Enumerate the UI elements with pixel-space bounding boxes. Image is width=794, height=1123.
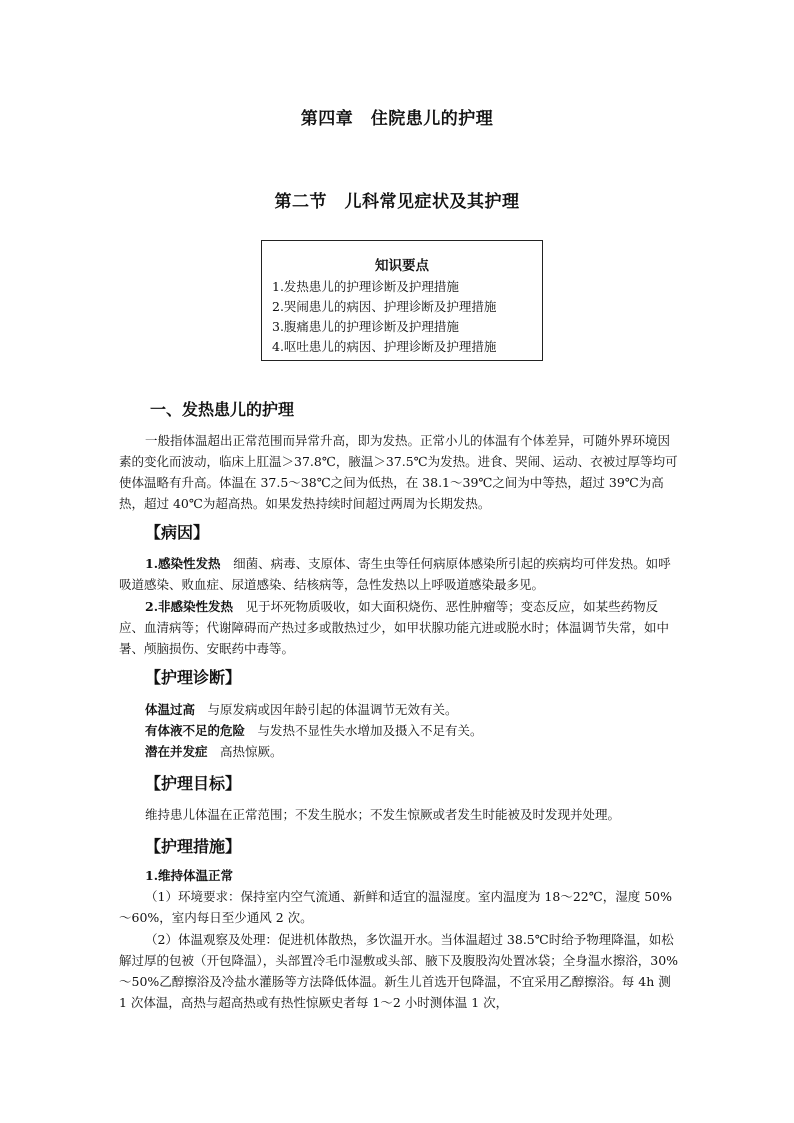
diagnosis-text: 高热惊厥。 [207,744,283,759]
measures-paragraph-2: （2）体温观察及处理：促进机体散热，多饮温开水。当体温超过 38.5℃时给予物理降温，如松解过厚的包被（开包降温），头部置冷毛巾湿敷或头部、腋下及腹股沟处置冰袋；全身温水擦浴，30%～50%乙醇擦浴及冷盐水灌肠等方法降低体温。新生儿首选开包降温，不宜采用乙醇擦浴。每 4h 测 1 次体温，高热与超高热或有热性惊厥史者每 1～2 小时测体温 1 次， [119,932,679,1010]
diagnosis-label: 有体液不足的危险 [145,723,246,738]
section-title: 第二节 儿科常见症状及其护理 [274,192,520,212]
diagnosis-label: 潜在并发症 [145,744,208,759]
key-point-item: 1.发热患儿的护理诊断及护理措施 [272,279,459,294]
diagnosis-item [145,741,685,762]
etiology-item-2 [119,596,679,659]
key-point-item: 2.哭闹患儿的病因、护理诊断及护理措施 [272,299,497,314]
diagnosis-text: 与发热不显性失水增加及摄入不足有关。 [245,723,483,738]
measures-heading: 【护理措施】 [145,837,242,856]
etiology-item-1-text: 细菌、病毒、支原体、寄生虫等任何病原体感染所引起的疾病均可伴发热。如呼吸道感染、败血症、尿道感染、结核病等，急性发热以上呼吸道感染最多见。 [119,556,671,592]
etiology-heading: 【病因】 [145,523,210,542]
diagnosis-label: 体温过高 [145,702,196,717]
chapter-title: 第四章 住院患儿的护理 [300,109,494,129]
goals-text: 维持患儿体温在正常范围；不发生脱水；不发生惊厥或者发生时能被及时发现并处理。 [145,807,621,822]
etiology-item-1 [119,553,679,595]
key-points-box [261,240,543,361]
key-point-item: 3.腹痛患儿的护理诊断及护理措施 [272,319,459,334]
key-point-item: 4.呕吐患儿的病因、护理诊断及护理措施 [272,339,497,354]
key-points-title: 知识要点 [375,258,429,274]
etiology-item-2-label: 2.非感染性发热 [145,599,234,614]
diagnosis-item [145,720,685,741]
goals-heading: 【护理目标】 [145,774,242,793]
diagnosis-item [145,699,685,720]
measures-subheading: 1.维持体温正常 [145,868,234,883]
part1-heading: 一、发热患儿的护理 [150,400,295,419]
etiology-item-1-label: 1.感染性发热 [145,556,221,571]
diagnosis-list [145,699,685,762]
etiology-item-2-text: 见于坏死物质吸收，如大面积烧伤、恶性肿瘤等；变态反应，如某些药物反应、血清病等；代谢障碍而产热过多或散热过少，如甲状腺功能亢进或脱水时；体温调节失常，如中暑、颅脑损伤、安眠药中毒等。 [119,599,670,656]
diagnosis-text: 与原发病或因年龄引起的体温调节无效有关。 [195,702,458,717]
diagnosis-heading: 【护理诊断】 [145,668,242,687]
fever-definition-paragraph: 一般指体温超出正常范围而异常升高，即为发热。正常小儿的体温有个体差异，可随外界环境因素的变化而波动，临床上肛温＞37.8℃，腋温＞37.5℃为发热。进食、哭闹、运动、衣被过厚等均可使体温略有升高。体温在 37.5～38℃之间为低热，在 38.1～39℃之间为中等热，超过 39℃为高热，超过 40℃为超高热。如果发热持续时间超过两周为长期发热。 [119,433,678,511]
measures-paragraph-1: （1）环境要求：保持室内空气流通、新鲜和适宜的温湿度。室内温度为 18～22℃，湿度 50%～60%，室内每日至少通风 2 次。 [119,889,672,925]
